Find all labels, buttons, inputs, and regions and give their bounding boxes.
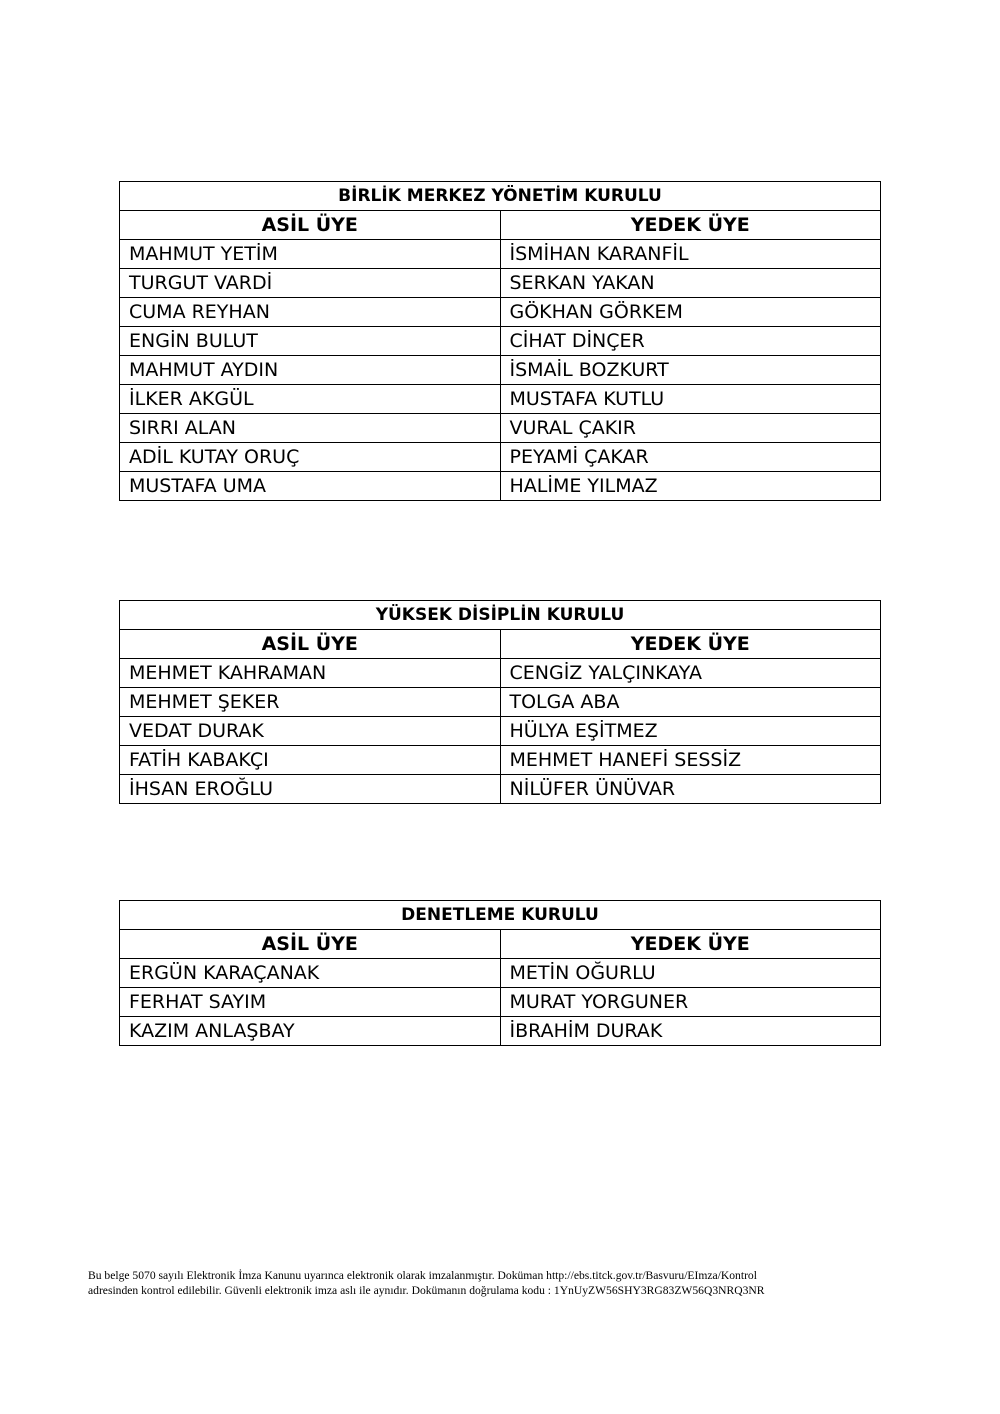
- table-row: [120, 688, 881, 717]
- table-row: [120, 385, 881, 414]
- substitute-member-cell: NİLÜFER ÜNÜVAR: [500, 775, 881, 804]
- primary-member-cell: İHSAN EROĞLU: [120, 775, 501, 804]
- substitute-member-cell: METİN OĞURLU: [500, 959, 881, 988]
- column-header-primary: ASİL ÜYE: [120, 630, 501, 659]
- table-row: [120, 414, 881, 443]
- substitute-member-cell: CENGİZ YALÇINKAYA: [500, 659, 881, 688]
- table-row: [120, 959, 881, 988]
- column-header-substitute: YEDEK ÜYE: [500, 630, 881, 659]
- column-header-primary: ASİL ÜYE: [120, 930, 501, 959]
- board-title: BİRLİK MERKEZ YÖNETİM KURULU: [120, 182, 881, 211]
- column-header-substitute: YEDEK ÜYE: [500, 930, 881, 959]
- column-header-primary: ASİL ÜYE: [120, 211, 501, 240]
- substitute-member-cell: TOLGA ABA: [500, 688, 881, 717]
- substitute-member-cell: HÜLYA EŞİTMEZ: [500, 717, 881, 746]
- primary-member-cell: MEHMET KAHRAMAN: [120, 659, 501, 688]
- primary-member-cell: MUSTAFA UMA: [120, 472, 501, 501]
- substitute-member-cell: PEYAMİ ÇAKAR: [500, 443, 881, 472]
- primary-member-cell: KAZIM ANLAŞBAY: [120, 1017, 501, 1046]
- e-signature-footer: [88, 1268, 928, 1298]
- table-row: [120, 1017, 881, 1046]
- substitute-member-cell: CİHAT DİNÇER: [500, 327, 881, 356]
- column-header-substitute: YEDEK ÜYE: [500, 211, 881, 240]
- substitute-member-cell: MUSTAFA KUTLU: [500, 385, 881, 414]
- substitute-member-cell: MEHMET HANEFİ SESSİZ: [500, 746, 881, 775]
- substitute-member-cell: SERKAN YAKAN: [500, 269, 881, 298]
- primary-member-cell: İLKER AKGÜL: [120, 385, 501, 414]
- footer-line: Bu belge 5070 sayılı Elektronik İmza Kanunu uyarınca elektronik olarak imzalanmıştır. Doküman http://ebs.titck.gov.tr/Basvuru/EImza/Kontrol: [88, 1269, 757, 1282]
- primary-member-cell: ENGİN BULUT: [120, 327, 501, 356]
- primary-member-cell: FATİH KABAKÇI: [120, 746, 501, 775]
- board-title: YÜKSEK DİSİPLİN KURULU: [120, 601, 881, 630]
- primary-member-cell: FERHAT SAYIM: [120, 988, 501, 1017]
- table-row: [120, 988, 881, 1017]
- primary-member-cell: ADİL KUTAY ORUÇ: [120, 443, 501, 472]
- board-table-central-management: [119, 181, 881, 501]
- substitute-member-cell: HALİME YILMAZ: [500, 472, 881, 501]
- primary-member-cell: ERGÜN KARAÇANAK: [120, 959, 501, 988]
- substitute-member-cell: GÖKHAN GÖRKEM: [500, 298, 881, 327]
- substitute-member-cell: MURAT YORGUNER: [500, 988, 881, 1017]
- table-row: [120, 472, 881, 501]
- primary-member-cell: TURGUT VARDİ: [120, 269, 501, 298]
- board-table-high-discipline: [119, 600, 881, 804]
- substitute-member-cell: VURAL ÇAKIR: [500, 414, 881, 443]
- primary-member-cell: SIRRI ALAN: [120, 414, 501, 443]
- primary-member-cell: MAHMUT YETİM: [120, 240, 501, 269]
- table-row: [120, 240, 881, 269]
- table-row: [120, 775, 881, 804]
- table-row: [120, 659, 881, 688]
- board-title: DENETLEME KURULU: [120, 901, 881, 930]
- table-row: [120, 356, 881, 385]
- table-row: [120, 327, 881, 356]
- primary-member-cell: VEDAT DURAK: [120, 717, 501, 746]
- footer-line: adresinden kontrol edilebilir. Güvenli elektronik imza aslı ile aynıdır. Dokümanın doğrulama kodu : 1YnUyZW56SHY3RG83ZW56Q3NRQ3NR: [88, 1284, 765, 1297]
- table-row: [120, 443, 881, 472]
- primary-member-cell: MAHMUT AYDIN: [120, 356, 501, 385]
- board-table-audit: [119, 900, 881, 1046]
- table-row: [120, 717, 881, 746]
- substitute-member-cell: İSMİHAN KARANFİL: [500, 240, 881, 269]
- table-row: [120, 298, 881, 327]
- primary-member-cell: CUMA REYHAN: [120, 298, 501, 327]
- substitute-member-cell: İSMAİL BOZKURT: [500, 356, 881, 385]
- primary-member-cell: MEHMET ŞEKER: [120, 688, 501, 717]
- substitute-member-cell: İBRAHİM DURAK: [500, 1017, 881, 1046]
- table-row: [120, 269, 881, 298]
- table-row: [120, 746, 881, 775]
